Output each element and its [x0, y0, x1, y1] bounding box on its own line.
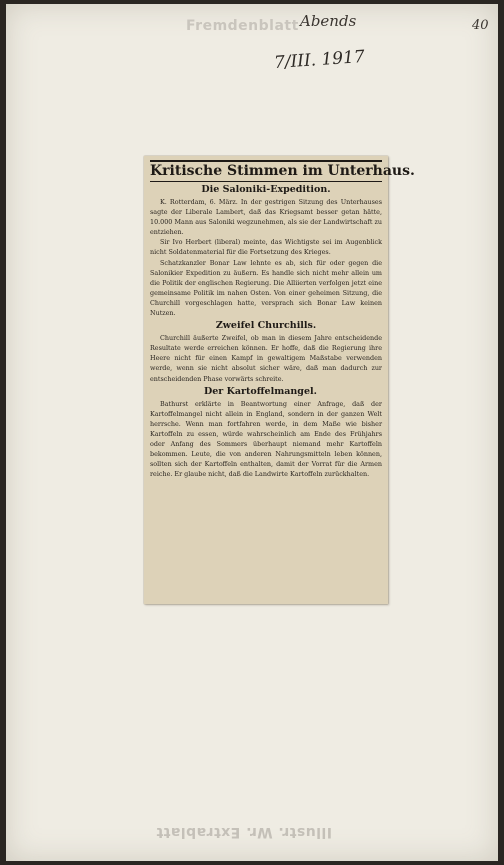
handwritten-page-number: 40 — [472, 18, 489, 33]
article-paragraph: Schatzkanzler Bonar Law lehnte es ab, sich für oder gegen die Salonikier Expedition zu äußern. Es handle sich nicht mehr allein um die Politik der englischen Regierung. Die Alliierten verfolgen jetzt eine gemeinsame Politik im nahen Osten. Von einer geheimen Sitzung, die Churchill vorgeschlagen hatte, versprach sich Bonar Law keinen Nutzen. — [150, 258, 382, 318]
archive-sheet — [6, 4, 498, 861]
section-subhead-kartoffel: Der Kartoffelmangel. — [204, 385, 317, 397]
article-paragraph: Bathurst erklärte in Beantwortung einer Anfrage, daß der Kartoffelmangel nicht allein in England, sondern in der ganzen Welt herrsche. Wenn man fortfahren werde, in dem Maße wie bisher Kartoffeln zu essen, würde wahrscheinlich am Ende des Frühjahrs oder Anfang des Sommers überhaupt niemand mehr Kartoffeln bekommen. Leute, die von anderen Nahrungsmitteln leben können, sollten sich der Kartoffeln enthalten, damit der Vorrat für die Armen reiche. Er glaube nicht, daß die Landwirte Kartoffeln zurückhalten. — [150, 399, 382, 479]
handwritten-date: 7/III. 1917 — [273, 46, 366, 74]
handwritten-edition: Abends — [300, 12, 357, 30]
newspaper-clipping — [144, 156, 415, 604]
section-subhead-saloniki: Die Saloniki-Expedition. — [201, 184, 331, 195]
article-paragraph: Churchill äußerte Zweifel, ob man in diesem Jahre entscheidende Resultate werde erreichen können. Er hoffe, daß die Regierung ihre Heere nicht für einen Kampf in gewaltigem Maßstabe verwenden werde, wenn sie nicht absolut sicher wäre, daß man dadurch zur entscheidenden Phase vorwärts schreite. — [150, 334, 382, 383]
newspaper-stamp-bottom: Illustr. Wr. Extrablatt — [156, 824, 332, 840]
article-paragraph: Sir Ivo Herbert (liberal) meinte, das Wichtigste sei im Augenblick nicht Soldatenmaterial für die Fortsetzung des Krieges. — [150, 238, 382, 257]
article-paragraph: K. Rotterdam, 6. März. In der gestrigen Sitzung des Unterhauses sagte der Liberale Lambert, daß das Kriegsamt besser getan hätte, 10.000 Mann aus Saloniki wegzunehmen, als sie der Landwirtschaft zu entziehen. — [150, 198, 382, 237]
section-subhead-churchill: Zweifel Churchills. — [215, 320, 317, 332]
article-headline: Kritische Stimmen im Unterhaus. — [150, 160, 382, 182]
newspaper-stamp-top: Fremdenblatt — [186, 18, 299, 34]
